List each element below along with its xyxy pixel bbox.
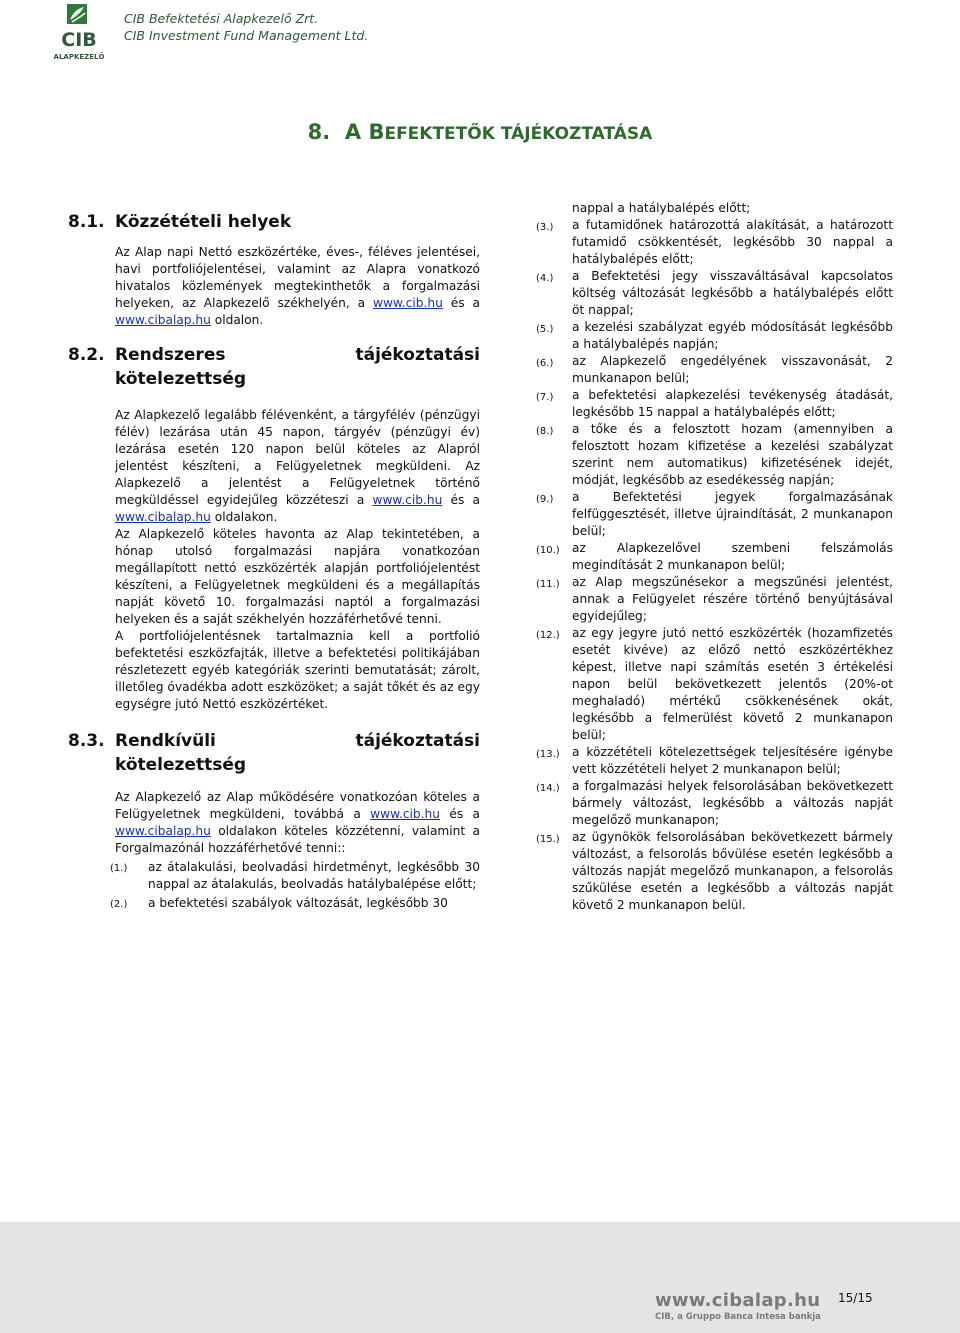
- list-item: [536, 625, 893, 744]
- title-part-c: kötelezettség: [115, 369, 247, 389]
- cib-logo: [48, 4, 110, 62]
- chapter-title: [0, 120, 960, 144]
- footer-url: www.cibalap.hu: [655, 1290, 821, 1311]
- item-number: (11.): [536, 579, 560, 590]
- list-item: [536, 268, 893, 319]
- logo-text: CIB: [61, 29, 97, 51]
- section-8-3-p1: [115, 789, 480, 857]
- section-title: Közzétételi helyek: [115, 212, 292, 232]
- item-text: a kezelési szabályzat egyéb módosítását legkésőbb a hatálybalépés napján;: [572, 320, 893, 351]
- company-hu: CIB Befektetési Alapkezelő Zrt.: [124, 11, 319, 26]
- item-number: (12.): [536, 630, 560, 641]
- section-8-2-heading: [68, 343, 480, 391]
- and-text: és a: [450, 296, 481, 310]
- item-number: (14.): [536, 783, 560, 794]
- list-item: [536, 540, 893, 574]
- section-8-1-text: [115, 244, 480, 329]
- item-number: (10.): [536, 545, 560, 556]
- list-item: [110, 859, 480, 893]
- paragraph-text: Az Alapkezelő legalább félévenként, a tárgyfélév (pénzügyi félév) lezárása után 45 napon, tárgyév (pénzügyi év) lezárása esetén 120 napon belül köteles az Alapról jelentést készíteni, a Felügyeletnek megküldeni. Az Alapkezelő a jelentést a Felügyeletnek történő megküldéssel egyidejűleg közzéteszi a: [115, 408, 480, 507]
- item-text: az egy jegyre jutó nettó eszközérték (hozamfizetés esetét kivéve) az előző nettó eszközértékhez képest, illetve napi számítás esetén 3 értékelési napon belül bekövetkezett jelentős (20%-ot meghaladó) mértékű csökkenésének okát, legkésőbb a felmerülést követő 2 munkanapon belül;: [572, 626, 893, 742]
- item-text: az Alapkezelő engedélyének visszavonását, 2 munkanapon belül;: [572, 354, 893, 385]
- chapter-title-a: A B: [344, 120, 385, 144]
- section-8-2-p3: A portfoliójelentésnek tartalmaznia kell a portfolió befektetési eszközfajták, illetve a befektetési politikájában részletezett egyéb kategóriák szerinti bemutatását; zárolt, illetőleg óvadékba adott eszközöket; a saját tőkét és az egy egységre jutó Nettó eszközértéket.: [115, 629, 480, 711]
- list-item: [536, 217, 893, 268]
- title-part-a: Rendkívüli: [115, 731, 216, 751]
- list-item: [536, 744, 893, 778]
- list-item: [536, 489, 893, 540]
- item-number: (2.): [110, 899, 128, 910]
- list-item: [536, 778, 893, 829]
- item-text: a közzétételi kötelezettségek teljesítésére igénybe vett közzétételi helyet 2 munkanapon belül;: [572, 745, 893, 776]
- title-part-c: kötelezettség: [115, 755, 247, 775]
- link-cib[interactable]: www.cib.hu: [373, 296, 443, 310]
- list-item: [536, 574, 893, 625]
- left-column: [68, 210, 481, 913]
- and-text: és a: [449, 807, 480, 821]
- item-text: nappal a hatálybalépés előtt;: [572, 201, 751, 215]
- item-text: a forgalmazási helyek felsorolásában bekövetkezett bármely változást, legkésőbb a változás napját megelőző munkanapon;: [572, 779, 893, 827]
- section-8-1-heading: [68, 210, 480, 234]
- item-text: az Alap megszűnésekor a megszűnési jelentést, annak a Felügyelet részére történő benyújtásával egyidejűleg;: [572, 575, 893, 623]
- item-number: (3.): [536, 222, 554, 233]
- item-text: a befektetési alapkezelési tevékenység átadását, legkésőbb 15 nappal a hatálybalépés előtt;: [572, 388, 893, 419]
- item-text: az átalakulási, beolvadási hirdetményt, legkésőbb 30 nappal az átalakulás, beolvadás hatálybalépése előtt;: [148, 860, 480, 891]
- list-item: [536, 829, 893, 914]
- item-text: a Befektetési jegyek forgalmazásának felfüggesztését, illetve újraindítását, 2 munkanapon belül;: [572, 490, 893, 538]
- section-8-2-p2: Az Alapkezelő köteles havonta az Alap tekintetében, a hónap utolsó forgalmazási napjára vonatkozóan megállapított nettó eszközérték alapján portfoliójelentést készíteni, a Felügyeletnek megküldeni és a megállapítás napját követő 10. forgalmazási naptól a forgalmazási helyeken és a saját székhelyén hozzáférhetővé tenni.: [115, 527, 480, 626]
- item-text: a befektetési szabályok változását, legkésőbb 30: [148, 896, 448, 910]
- item-text: a tőke és a felosztott hozam (amennyiben a felosztott hozam kifizetése a kezelési szabályzat szerint nem automatikus) kifizetésének idejét, módját, legkésőbb az esedékesség napján;: [572, 422, 893, 487]
- company-en: CIB Investment Fund Management Ltd.: [124, 28, 369, 43]
- paragraph-text: Az Alapkezelő az Alap működésére vonatkozóan köteles a Felügyeletnek megküldeni, továbbá a: [115, 790, 480, 821]
- chapter-title-b: EFEKTETŐK TÁJÉKOZTATÁSA: [384, 124, 653, 144]
- item-number: (15.): [536, 834, 560, 845]
- tail-text: oldalakon köteles közzétenni, valamint a Forgalmazónál hozzáférhetővé tenni::: [115, 824, 480, 855]
- list-item: [110, 895, 480, 913]
- item-number: (5.): [536, 324, 554, 335]
- and-text: és a: [450, 493, 480, 507]
- right-list: [536, 217, 893, 914]
- item-text: az ügynökök felsorolásában bekövetkezett bármely változást, a felsorolás bővülése esetén legkésőbb a változás napját megelőző munkanapon, a felsorolás szűkülése esetén a legkésőbb a változás napját követő 2 munkanapon belül.: [572, 830, 893, 912]
- paragraph-text: Az Alap napi Nettó eszközértéke, éves-, féléves jelentései, havi portfoliójelentései, valamint az Alapra vonatkozó hivatalos közlemények megtekinthetők a forgalmazási helyeken, az Alapkezelő székhelyén, a: [115, 245, 480, 310]
- link-cibalap[interactable]: www.cibalap.hu: [115, 510, 211, 524]
- item-number: (13.): [536, 749, 560, 760]
- section-number: 8.2.: [68, 345, 105, 365]
- list-item: [536, 387, 893, 421]
- item-number: (7.): [536, 392, 554, 403]
- tail-text: oldalakon.: [214, 510, 278, 524]
- link-cibalap[interactable]: www.cibalap.hu: [115, 313, 211, 327]
- list-item: [536, 353, 893, 387]
- item-number: (9.): [536, 494, 554, 505]
- title-part-b: tájékoztatási: [355, 345, 480, 365]
- link-cibalap[interactable]: www.cibalap.hu: [115, 824, 211, 838]
- item-text: a futamidőnek határozottá alakítását, a határozott futamidő csökkentését, legkésőbb 30 nappal a hatálybalépés előtt;: [572, 218, 893, 266]
- item-number: (6.): [536, 358, 554, 369]
- item-number: (8.): [536, 426, 554, 437]
- header-company: [124, 10, 368, 44]
- right-column: [536, 200, 893, 914]
- item-number: (1.): [110, 863, 128, 874]
- list-item-continuation: [536, 200, 893, 217]
- item-number: (4.): [536, 273, 554, 284]
- section-8-3-list: [110, 859, 480, 913]
- footer-tagline: CIB, a Gruppo Banca Intesa bankja: [655, 1312, 821, 1322]
- section-number: 8.3.: [68, 731, 105, 751]
- list-item: [536, 319, 893, 353]
- page-number: 15/15: [838, 1291, 873, 1305]
- section-number: 8.1.: [68, 212, 105, 232]
- logo-sub: ALAPKEZELŐ: [53, 53, 105, 61]
- tail-text: oldalon.: [214, 313, 264, 327]
- chapter-num: 8.: [307, 120, 331, 144]
- link-cib[interactable]: www.cib.hu: [372, 493, 443, 507]
- item-text: az Alapkezelővel szembeni felszámolás megindítását 2 munkanapon belül;: [572, 541, 893, 572]
- title-part-b: tájékoztatási: [355, 731, 480, 751]
- link-cib[interactable]: www.cib.hu: [370, 807, 440, 821]
- item-text: a Befektetési jegy visszaváltásával kapcsolatos költség változását legkésőbb a hatálybalépés előtt öt nappal;: [572, 269, 893, 317]
- section-8-3-heading: [68, 729, 480, 777]
- list-item: [536, 421, 893, 489]
- title-part-a: Rendszeres: [115, 345, 226, 365]
- section-8-2-p1: [115, 407, 480, 526]
